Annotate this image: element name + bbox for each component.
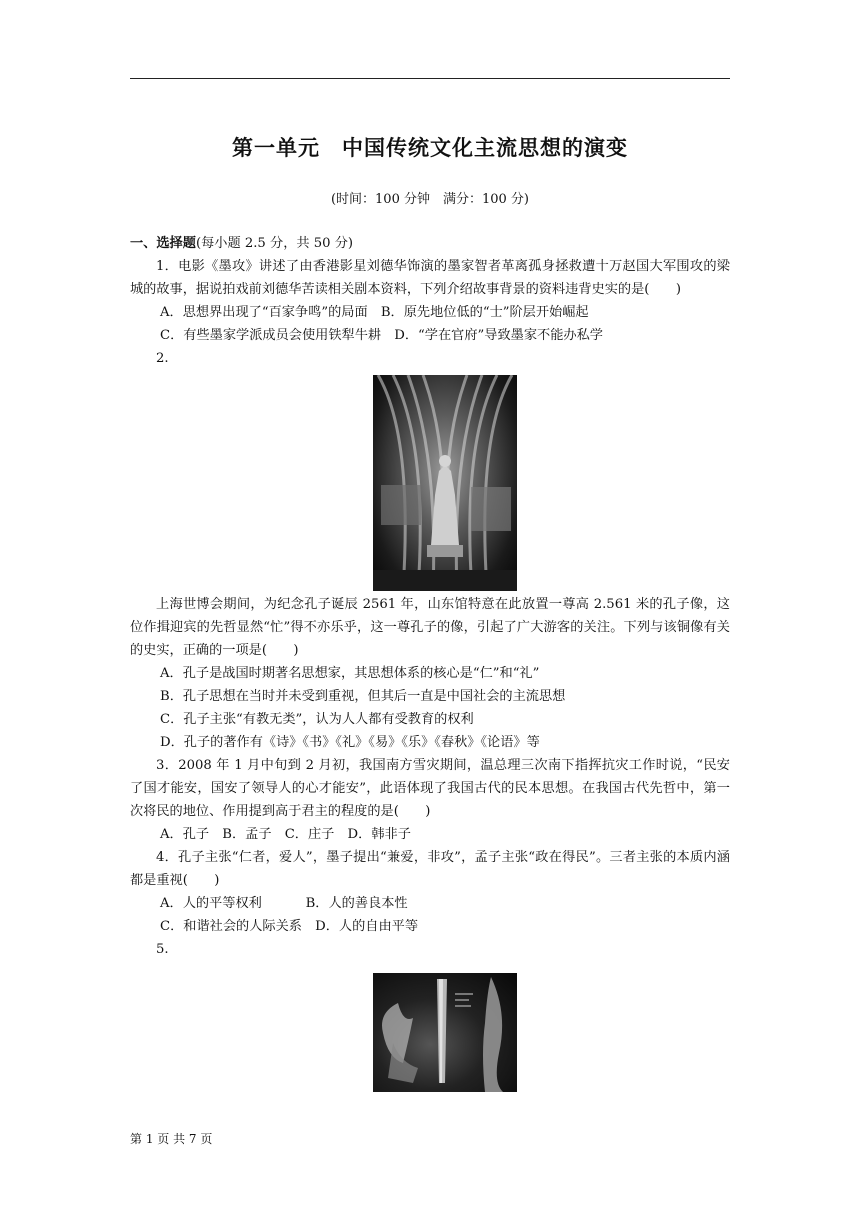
question-3-options: A．孔子 B．孟子 C．庄子 D．韩非子 (160, 827, 411, 842)
torch-photo (373, 973, 517, 1092)
question-2-option-c: C．孔子主张“有教无类”，认为人人都有受教育的权利 (160, 712, 474, 727)
question-4-options-cd: C．和谐社会的人际关系 D．人的自由平等 (160, 919, 419, 934)
question-2-stem: 上海世博会期间，为纪念孔子诞辰 2561 年，山东馆特意在此放置一尊高 2.561 米的孔子像，这位作揖迎宾的先哲显然“忙”得不亦乐乎，这一尊孔子的像，引起了广大游客的关注。下列与该铜像有关的史实，正确的一项是( ) (130, 597, 730, 658)
statue-illustration (373, 375, 517, 591)
exam-time-score: (时间：100 分钟 满分：100 分) (330, 192, 530, 207)
section-note: (每小题 2.5 分，共 50 分) (195, 236, 354, 251)
question-4-stem: 4．孔子主张“仁者，爱人”，墨子提出“兼爱，非攻”，孟子主张“政在得民”。三者主张的本质内涵都是重视( ) (130, 850, 730, 888)
question-3-stem: 3．2008 年 1 月中旬到 2 月初，我国南方雪灾期间，温总理三次南下指挥抗灾工作时说，“民安了国才能安，国安了领导人的心才能安”，此语体现了我国古代的民本思想。在我国古代先哲中，第一次将民的地位、作用提到高于君主的程度的是( ) (130, 758, 730, 819)
section-heading (130, 232, 730, 255)
header-rule (130, 78, 730, 79)
confucius-statue-photo (373, 375, 517, 591)
question-4-options-ab: A．人的平等权利 B．人的善良本性 (160, 896, 408, 911)
question-1-stem: 1．电影《墨攻》讲述了由香港影星刘德华饰演的墨家智者革离孤身拯救遭十万赵国大军围攻的梁城的故事，据说拍戏前刘德华苦读相关剧本资料，下列介绍故事背景的资料违背史实的是( ) (130, 259, 730, 297)
page-footer: 第 1 页 共 7 页 (130, 1132, 213, 1146)
question-1-options-ab: A．思想界出现了“百家争鸣”的局面 B．原先地位低的“士”阶层开始崛起 (160, 305, 589, 320)
question-2-number: 2. (156, 351, 169, 366)
exam-content (130, 232, 730, 1092)
section-title: 一、选择题 (130, 236, 196, 251)
question-1-options-cd: C．有些墨家学派成员会使用铁犁牛耕 D．“学在官府”导致墨家不能办私学 (160, 328, 603, 343)
question-2-option-a: A．孔子是战国时期著名思想家，其思想体系的核心是“仁”和“礼” (160, 666, 540, 681)
page-title: 第一单元 中国传统文化主流思想的演变 (232, 136, 628, 160)
question-2-option-d: D．孔子的著作有《诗》《书》《礼》《易》《乐》《春秋》《论语》等 (160, 735, 540, 750)
question-2-option-b: B．孔子思想在当时并未受到重视，但其后一直是中国社会的主流思想 (160, 689, 566, 704)
question-5-number: 5. (156, 942, 169, 957)
torch-illustration (373, 973, 517, 1092)
